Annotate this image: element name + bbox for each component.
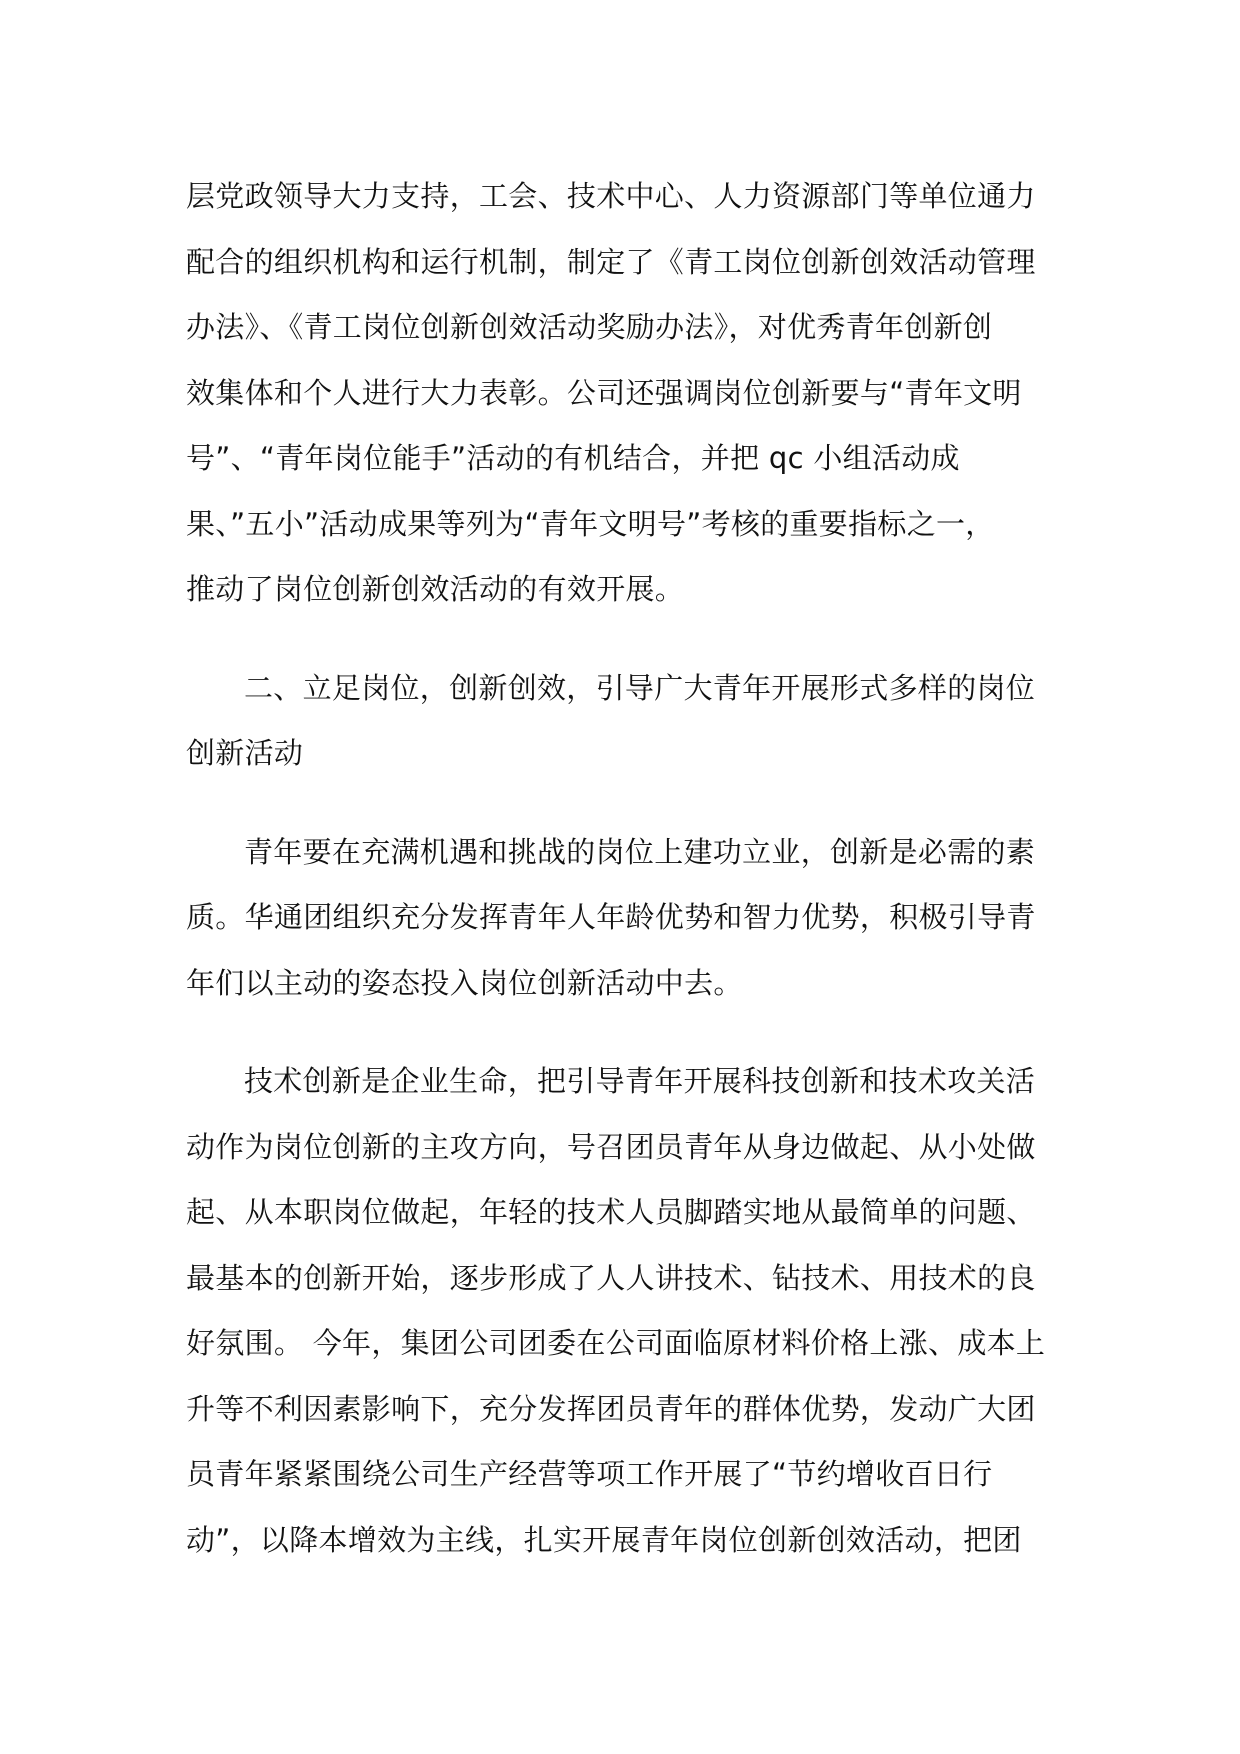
text-line: 好氛围。 今年，集团公司团委在公司面临原材料价格上涨、成本上: [186, 1326, 1046, 1360]
text-line: 配合的组织机构和运行机制，制定了《青工岗位创新创效活动管理: [186, 244, 1036, 279]
text-line: 推动了岗位创新创效活动的有效开展。: [186, 572, 685, 606]
text-line: 二、立足岗位，创新创效，引导广大青年开展形式多样的岗位: [244, 670, 1036, 705]
text-line: 果、”五小”活动成果等列为“青年文明号”考核的重要指标之一，: [186, 506, 995, 541]
text-line: 号”、“青年岗位能手”活动的有机结合，并把 qc 小组活动成: [186, 441, 960, 475]
text-line: 质。华通团组织充分发挥青年人年龄优势和智力优势，积极引导青: [186, 900, 1036, 934]
text-line: 青年要在充满机遇和挑战的岗位上建功立业，创新是必需的素: [244, 834, 1036, 869]
paragraph-technical-innovation: [186, 1049, 1066, 1573]
paragraph-innovation-mechanism: [186, 164, 1066, 623]
text-line: 最基本的创新开始，逐步形成了人人讲技术、钻技术、用技术的良: [186, 1260, 1036, 1295]
text-line: 动”，以降本增效为主线，扎实开展青年岗位创新创效活动，把团: [186, 1522, 1022, 1557]
text-line: 升等不利因素影响下，充分发挥团员青年的群体优势，发动广大团: [186, 1391, 1036, 1426]
text-line: 层党政领导大力支持，工会、技术中心、人力资源部门等单位通力: [186, 179, 1036, 213]
text-line: 动作为岗位创新的主攻方向，号召团员青年从身边做起、从小处做: [186, 1129, 1036, 1164]
text-line: 办法》、《青工岗位创新创效活动奖励办法》，对优秀青年创新创: [186, 310, 993, 344]
text-line: 起、从本职岗位做起，年轻的技术人员脚踏实地从最简单的问题、: [186, 1195, 1036, 1229]
text-line: 效集体和个人进行大力表彰。公司还强调岗位创新要与“青年文明: [186, 375, 1022, 410]
text-line: 员青年紧紧围绕公司生产经营等项工作开展了“节约增收百日行: [186, 1457, 993, 1491]
section-heading-two: [186, 656, 1066, 787]
text-line: 技术创新是企业生命，把引导青年开展科技创新和技术攻关活: [244, 1064, 1036, 1098]
document-body: [186, 164, 1066, 1573]
paragraph-youth-innovation: [186, 820, 1066, 1017]
text-line: 年们以主动的姿态投入岗位创新活动中去。: [186, 965, 743, 1000]
text-line: 创新活动: [186, 736, 304, 770]
